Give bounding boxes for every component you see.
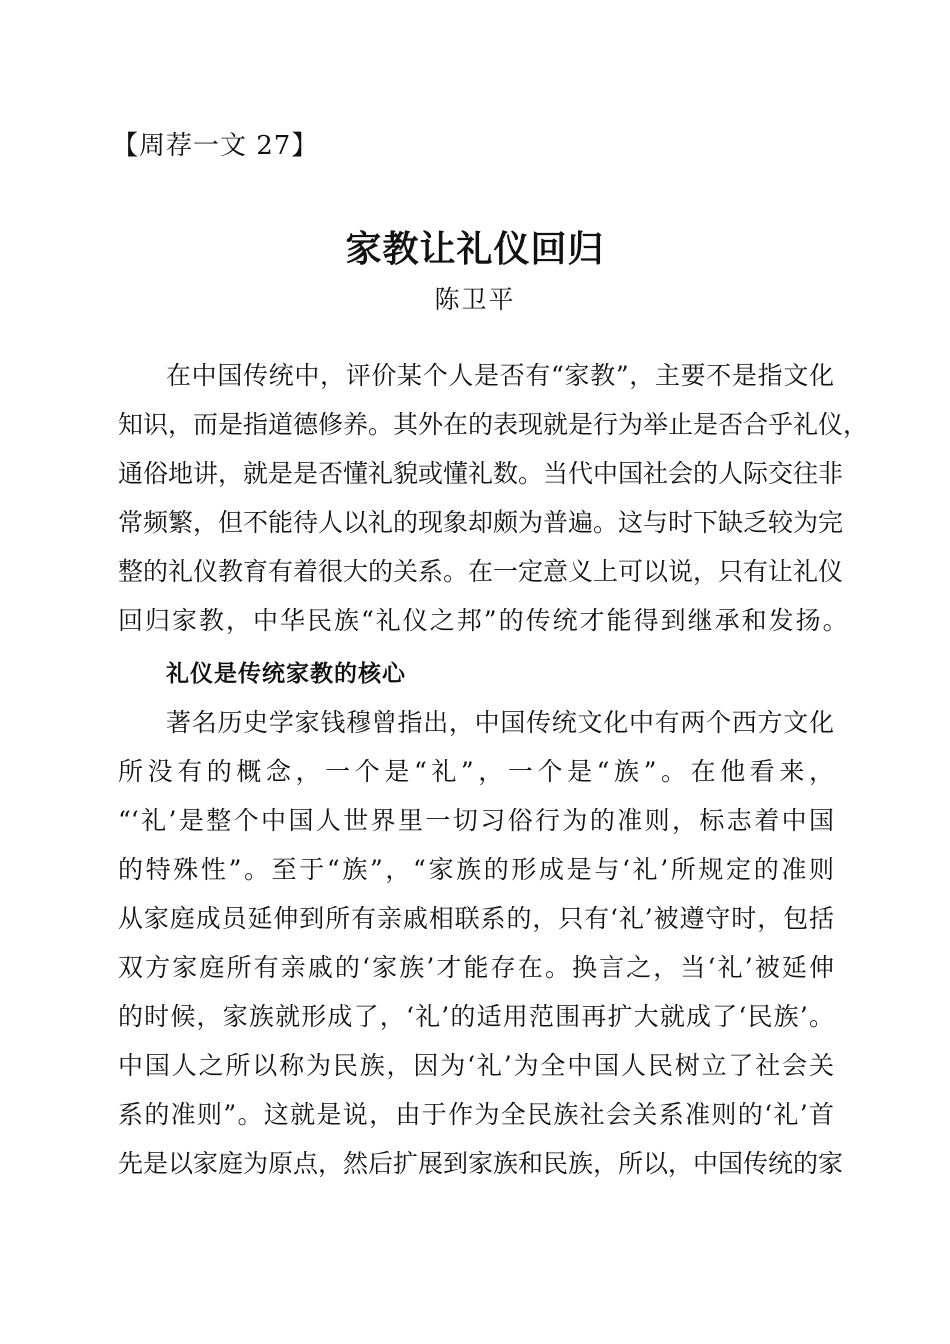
paragraph-2-line-4: 的特殊性”。至于“族”，“家族的形成是与‘礼’所规定的准则	[118, 855, 834, 884]
paragraph-1-line-5: 整的礼仪教育有着很大的关系。在一定意义上可以说，只有让礼仪	[118, 557, 844, 586]
section-heading: 礼仪是传统家教的核心	[166, 661, 406, 687]
paragraph-2-line-2: 所没有的概念，一个是“礼”，一个是“族”。在他看来，	[118, 757, 834, 786]
paragraph-1-line-4: 常频繁，但不能待人以礼的现象却颇为普遍。这与时下缺乏较为完	[118, 508, 844, 537]
paragraph-1-line-6: 回归家教，中华民族“礼仪之邦”的传统才能得到继承和发扬。	[118, 606, 850, 635]
paragraph-1-line-2: 知识，而是指道德修养。其外在的表现就是行为举止是否合乎礼仪，	[118, 410, 869, 439]
paragraph-2-line-6: 双方家庭所有亲戚的‘家族’才能存在。换言之，当‘礼’被延伸	[118, 953, 834, 982]
paragraph-2-line-5: 从家庭成员延伸到所有亲戚相联系的，只有‘礼’被遵守时，包括	[118, 904, 834, 933]
series-tag: 【周荐一文 27】	[112, 131, 319, 161]
paragraph-2-line-8: 中国人之所以称为民族，因为‘礼’为全中国人民树立了社会关	[118, 1051, 834, 1080]
paragraph-2-line-10: 先是以家庭为原点，然后扩展到家族和民族，所以，中国传统的家	[118, 1149, 844, 1178]
paragraph-2-line-7: 的时候，家族就形成了，‘礼’的适用范围再扩大就成了‘民族’。	[118, 1002, 834, 1031]
author-name: 陈卫平	[434, 285, 516, 314]
paragraph-2-line-9: 系的准则”。这就是说，由于作为全民族社会关系准则的‘礼’首	[118, 1100, 834, 1129]
paragraph-1-line-1: 在中国传统中，评价某个人是否有“家教”，主要不是指文化	[166, 361, 834, 390]
article-title: 家教让礼仪回归	[345, 228, 605, 270]
paragraph-1-line-3: 通俗地讲，就是是否懂礼貌或懂礼数。当代中国社会的人际交往非	[118, 459, 844, 488]
paragraph-2-line-3: “‘礼’是整个中国人世界里一切习俗行为的准则，标志着中国	[118, 806, 834, 835]
paragraph-2-line-1: 著名历史学家钱穆曾指出，中国传统文化中有两个西方文化	[166, 708, 834, 737]
